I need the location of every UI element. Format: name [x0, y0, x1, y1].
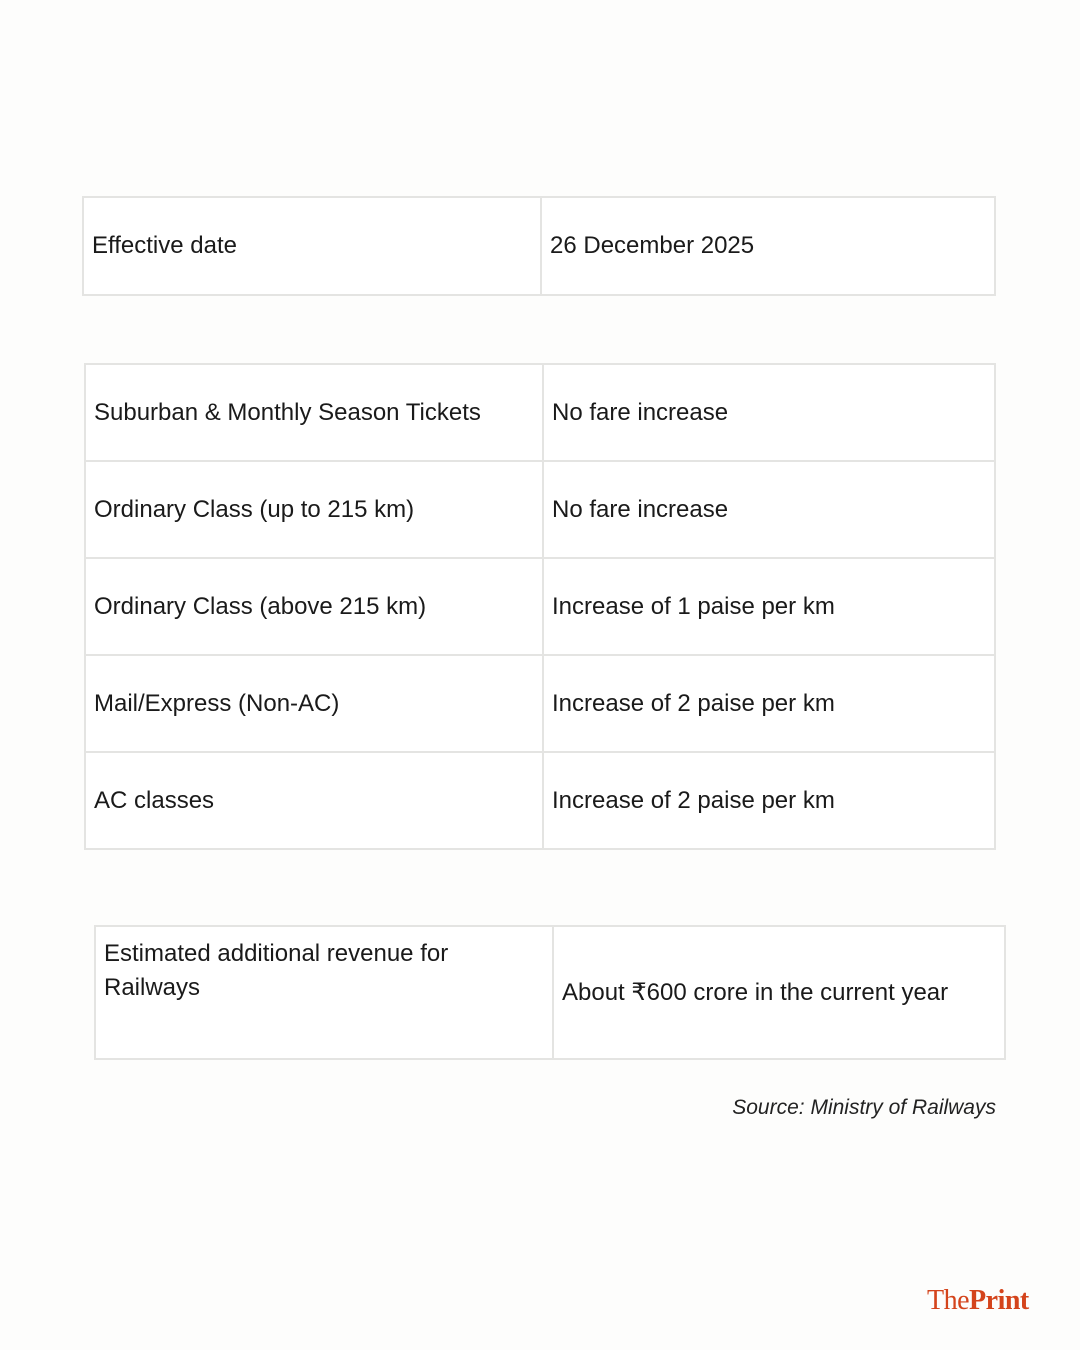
logo-the: The — [927, 1285, 970, 1316]
fare-category: Mail/Express (Non-AC) — [85, 655, 543, 752]
fare-category: AC classes — [85, 752, 543, 849]
fare-change: No fare increase — [543, 364, 995, 461]
revenue-table — [94, 925, 1006, 1060]
effective-date-label: Effective date — [83, 197, 541, 295]
table-row — [83, 197, 995, 295]
fare-changes-table — [84, 363, 996, 850]
fare-change: No fare increase — [543, 461, 995, 558]
table-row — [95, 926, 1005, 1059]
fare-category: Ordinary Class (above 215 km) — [85, 558, 543, 655]
table-row — [85, 461, 995, 558]
source-note: Source: Ministry of Railways — [732, 1096, 996, 1119]
revenue-value: About ₹600 crore in the current year — [553, 926, 1005, 1059]
fare-change: Increase of 1 paise per km — [543, 558, 995, 655]
table-row — [85, 655, 995, 752]
fare-change: Increase of 2 paise per km — [543, 655, 995, 752]
fare-change: Increase of 2 paise per km — [543, 752, 995, 849]
effective-date-value: 26 December 2025 — [541, 197, 995, 295]
table-row — [85, 364, 995, 461]
table-row — [85, 558, 995, 655]
fare-category: Ordinary Class (up to 215 km) — [85, 461, 543, 558]
theprint-logo — [927, 1285, 1029, 1317]
logo-print: Print — [969, 1285, 1029, 1316]
table-row — [85, 752, 995, 849]
revenue-label: Estimated additional revenue for Railways — [95, 926, 553, 1059]
fare-category: Suburban & Monthly Season Tickets — [85, 364, 543, 461]
effective-date-table — [82, 196, 996, 296]
